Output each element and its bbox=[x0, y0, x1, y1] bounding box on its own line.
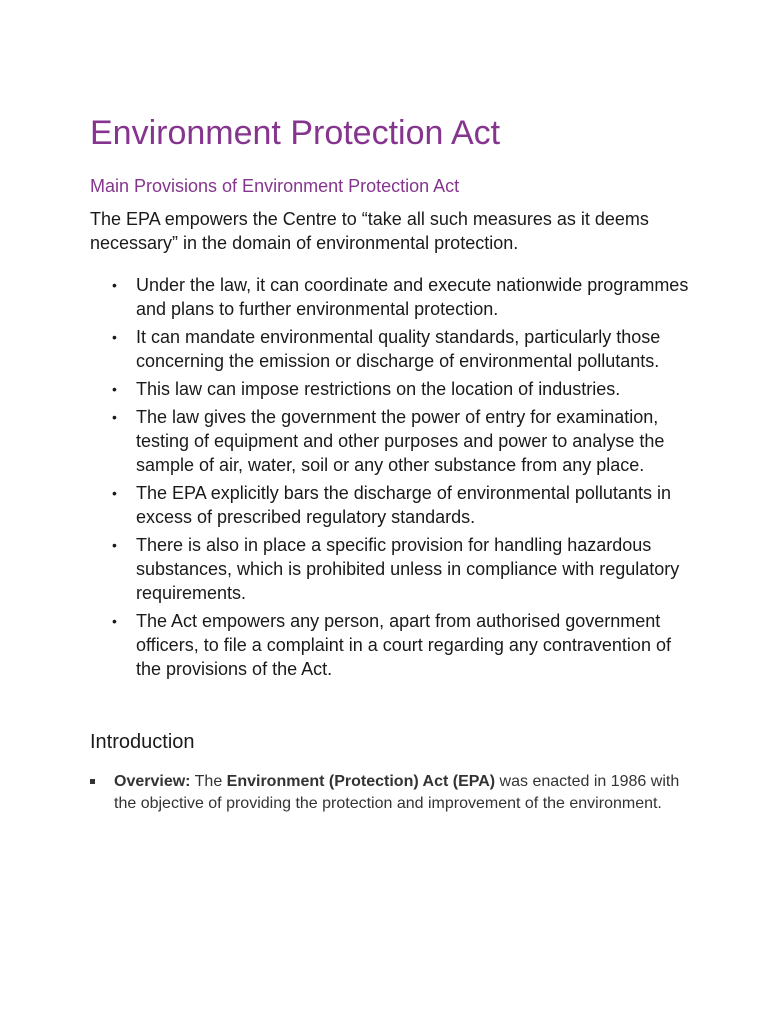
bullet-icon: • bbox=[112, 613, 117, 629]
introduction-list bbox=[90, 771, 690, 815]
list-item-text: There is also in place a specific provision for handling hazardous substances, which is prohibited unless in compliance with regulatory requirements. bbox=[136, 535, 680, 603]
act-name: Environment (Protection) Act (EPA) bbox=[226, 773, 496, 790]
provisions-list bbox=[90, 273, 690, 681]
overview-text-part: The bbox=[190, 773, 227, 790]
section-subtitle: Main Provisions of Environment Protection Act bbox=[90, 176, 460, 196]
list-item bbox=[90, 609, 690, 681]
document-page bbox=[90, 112, 690, 815]
list-item-text: This law can impose restrictions on the location of industries. bbox=[136, 379, 621, 399]
bullet-icon: • bbox=[112, 485, 117, 501]
bullet-icon: • bbox=[112, 329, 117, 345]
list-item bbox=[90, 377, 690, 401]
list-item bbox=[90, 273, 690, 321]
list-item-text: The law gives the government the power of entry for examination, testing of equipment and other purposes and power to analyse the sample of air, water, soil or any other substance from any place. bbox=[136, 407, 665, 475]
list-item bbox=[90, 481, 690, 529]
list-item bbox=[90, 405, 690, 477]
bullet-icon: • bbox=[112, 277, 117, 293]
introduction-heading: Introduction bbox=[90, 731, 195, 753]
overview-label: Overview: bbox=[114, 773, 191, 790]
bullet-icon: • bbox=[112, 381, 117, 397]
lead-paragraph: The EPA empowers the Centre to “take all such measures as it deems necessary” in the domain of environmental protection. bbox=[90, 209, 649, 253]
list-item-text: It can mandate environmental quality standards, particularly those concerning the emission or discharge of environmental pollutants. bbox=[136, 327, 661, 371]
bullet-icon: • bbox=[112, 537, 117, 553]
list-item-text: Under the law, it can coordinate and execute nationwide programmes and plans to further environmental protection. bbox=[136, 275, 689, 319]
page-title: Environment Protection Act bbox=[90, 114, 501, 152]
list-item bbox=[90, 325, 690, 373]
square-bullet-icon bbox=[90, 779, 95, 784]
list-item-text: The EPA explicitly bars the discharge of environmental pollutants in excess of prescribed regulatory standards. bbox=[136, 483, 671, 527]
overview-text-part: was enacted in 1986 with the objective of providing the protection and improvement of the environment. bbox=[114, 773, 680, 812]
list-item-text: The Act empowers any person, apart from authorised government officers, to file a complaint in a court regarding any contravention of the provisions of the Act. bbox=[136, 611, 671, 679]
bullet-icon: • bbox=[112, 409, 117, 425]
list-item bbox=[90, 771, 690, 815]
list-item bbox=[90, 533, 690, 605]
